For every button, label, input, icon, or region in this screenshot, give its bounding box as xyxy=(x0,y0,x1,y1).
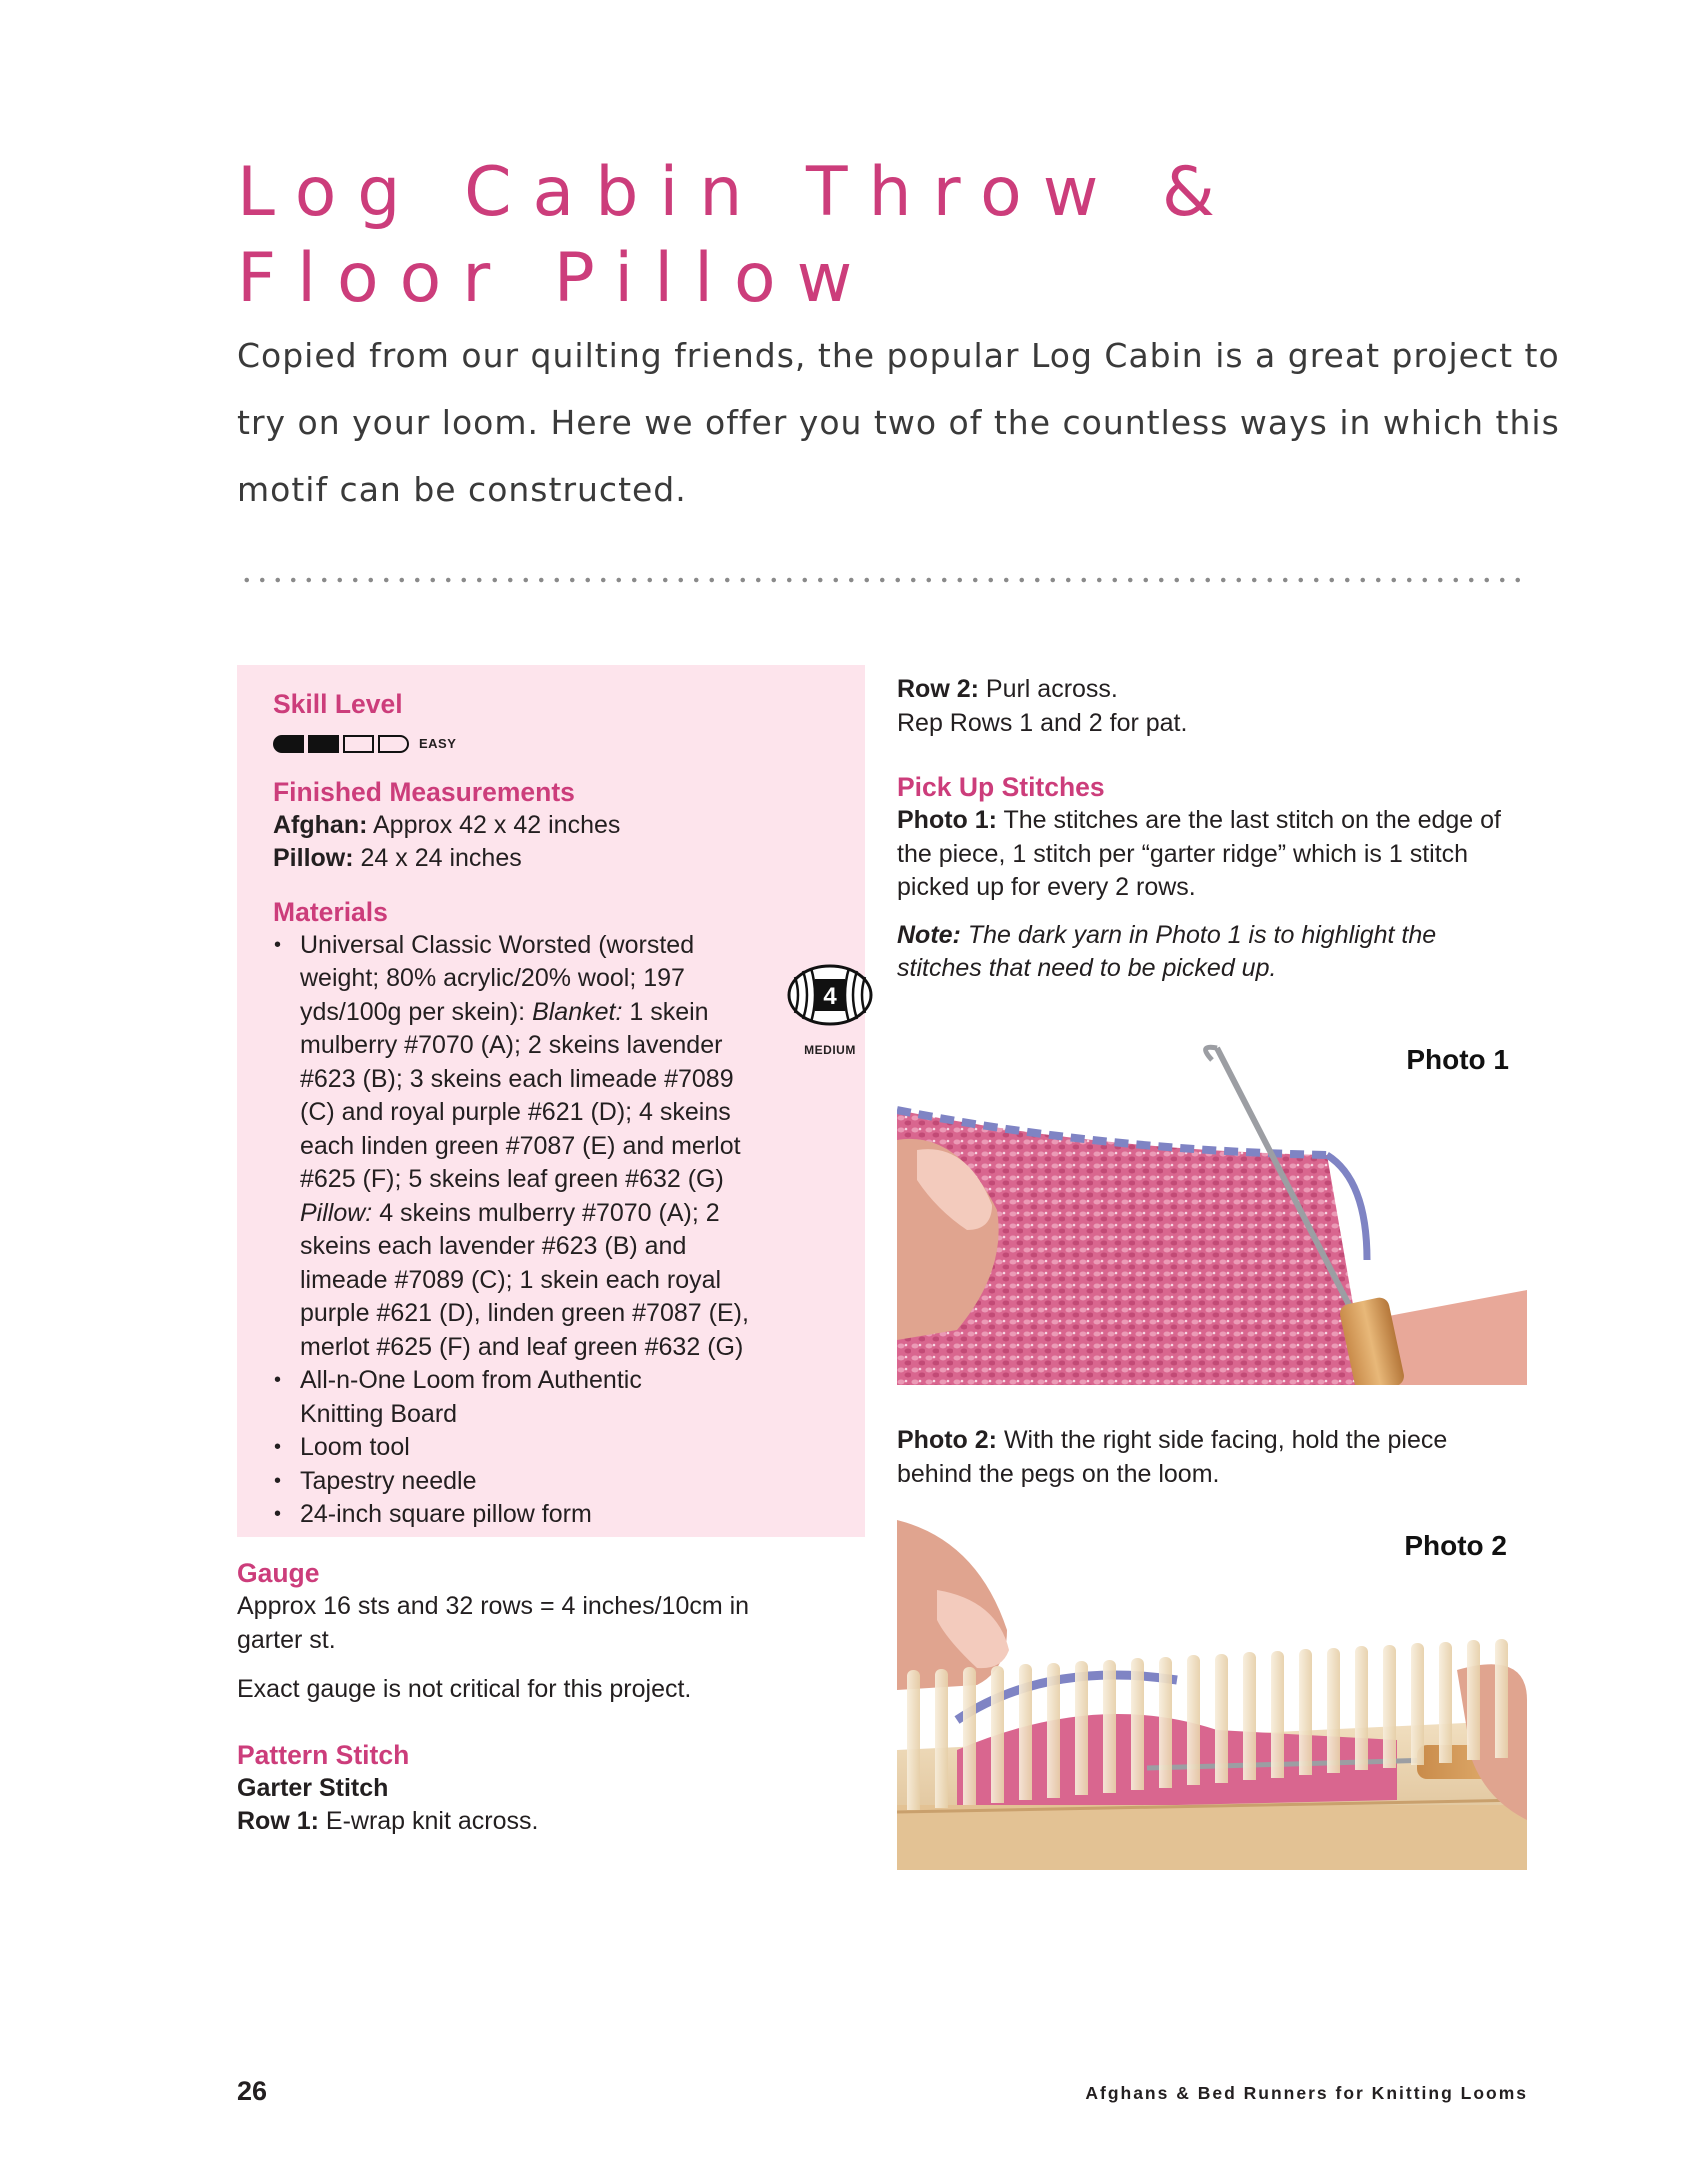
pattern-heading: Pattern Stitch xyxy=(237,1739,410,1770)
gauge-heading: Gauge xyxy=(237,1558,320,1588)
loom-peg xyxy=(991,1666,1004,1803)
list-item xyxy=(273,1465,853,1499)
loom-peg xyxy=(1383,1645,1396,1768)
yarn-skein-icon xyxy=(787,963,873,1027)
gauge-text: Approx 16 sts and 32 rows = 4 inches/10cm in garter st. xyxy=(237,1592,750,1654)
left-panel-content xyxy=(273,687,856,1532)
loom-peg xyxy=(907,1670,920,1810)
pillow-measurement xyxy=(273,842,853,876)
material-loom: All-n-One Loom from Authentic Knitting Board xyxy=(300,1366,642,1428)
material-pillow-form: 24-inch square pillow form xyxy=(300,1500,592,1528)
afghan-measurement xyxy=(273,809,853,843)
loom-peg xyxy=(1187,1655,1200,1785)
afghan-label: Afghan: xyxy=(273,810,368,839)
row1-label: Row 1: xyxy=(237,1807,319,1835)
photo2-caption-text: With the right side facing, hold the piece behind the pegs on the loom. xyxy=(897,1426,1448,1488)
yarn-text-1: Universal Classic Worsted (worsted weight; 80% acrylic/20% wool; 197 yds/100g per skein): xyxy=(300,930,695,1026)
skill-segment xyxy=(343,735,374,753)
loom-peg xyxy=(1019,1664,1032,1800)
page-title xyxy=(237,150,1537,322)
materials-heading: Materials xyxy=(273,896,388,927)
loom-peg xyxy=(1215,1654,1228,1783)
loom-peg xyxy=(1411,1643,1424,1765)
dotted-divider xyxy=(239,577,1531,583)
skill-segment xyxy=(273,735,304,753)
loom-peg xyxy=(1355,1646,1368,1770)
yarn-weight-symbol xyxy=(787,963,873,1067)
loom-peg xyxy=(1131,1658,1144,1790)
yarn-weight-number: 4 xyxy=(823,983,837,1010)
skill-label: EASY xyxy=(419,736,457,751)
photo-1-label: Photo 1 xyxy=(1406,1044,1509,1075)
yarn-text-3: 4 skeins mulberry #7070 (A); 2 skeins each lavender #623 (B) and limeade #7089 (C); 1 skein each royal purple #621 (D), linden green #7087 (E), merlot #625 (F) and leaf green #632 (G) xyxy=(300,1198,749,1361)
loom-peg xyxy=(1075,1661,1088,1795)
gauge-note: Exact gauge is not critical for this project. xyxy=(237,1675,692,1703)
yarn-weight-label: MEDIUM xyxy=(804,1042,856,1057)
loom-peg xyxy=(1271,1651,1284,1778)
blanket-label: Blanket: xyxy=(532,997,623,1026)
book-title: Afghans & Bed Runners for Knitting Looms xyxy=(1085,2083,1528,2103)
pattern-repeat: Rep Rows 1 and 2 for pat. xyxy=(897,708,1188,737)
loom-peg xyxy=(1159,1657,1172,1788)
loom-peg xyxy=(1243,1652,1256,1780)
list-item xyxy=(273,1364,853,1431)
material-needle: Tapestry needle xyxy=(300,1466,477,1495)
pattern-subheading: Garter Stitch xyxy=(237,1773,389,1802)
photo2-caption-label: Photo 2: xyxy=(897,1426,997,1454)
photo1-caption-text: The stitches are the last stitch on the edge of the piece, 1 stitch per “garter ridge” which is 1 stitch picked up for every 2 rows. xyxy=(897,806,1502,901)
afghan-value: Approx 42 x 42 inches xyxy=(373,810,621,839)
loom-peg xyxy=(963,1667,976,1805)
photo-2-label: Photo 2 xyxy=(1404,1530,1507,1561)
row2-label: Row 2: xyxy=(897,675,979,703)
yarn-text-2: 1 skein mulberry #7070 (A); 2 skeins lavender #623 (B); 3 skeins each limeade #7089 (C) and royal purple #621 (D); 4 skeins each linden green #7087 (E) and merlot #625 (F); 5 skeins leaf green #632 (G) xyxy=(300,997,741,1193)
pillow-value: 24 x 24 inches xyxy=(360,844,522,872)
row2-text: Purl across. xyxy=(978,675,1118,703)
loom-peg xyxy=(1103,1660,1116,1793)
list-item xyxy=(273,929,853,1365)
skill-segment xyxy=(378,735,409,753)
pattern-row-1 xyxy=(237,1805,837,1839)
skill-heading: Skill Level xyxy=(273,689,403,719)
title-line-1: Log Cabin Throw & xyxy=(237,153,1236,232)
right-column-content xyxy=(897,673,1517,986)
pickup-note xyxy=(897,919,1517,986)
loom-peg xyxy=(1327,1648,1340,1773)
photo-1-image xyxy=(897,1030,1527,1385)
note-text: The dark yarn in Photo 1 is to highlight the stitches that need to be picked up. xyxy=(897,920,1437,982)
skill-level-meter xyxy=(273,727,853,761)
note-label: Note: xyxy=(897,920,961,949)
measurements-heading: Finished Measurements xyxy=(273,776,575,807)
pickup-heading: Pick Up Stitches xyxy=(897,772,1105,802)
title-line-2: Floor Pillow xyxy=(237,239,874,318)
pattern-row-2 xyxy=(897,673,1517,707)
list-item xyxy=(273,1498,853,1532)
list-item xyxy=(273,1431,853,1465)
photo-2 xyxy=(897,1520,1527,1870)
material-tool: Loom tool xyxy=(300,1433,410,1461)
loom-peg xyxy=(1495,1639,1508,1758)
left-lower-content xyxy=(237,1556,837,1839)
loom-peg xyxy=(1047,1663,1060,1798)
row1-text: E-wrap knit across. xyxy=(318,1807,539,1835)
page-number: 26 xyxy=(237,2076,268,2106)
photo2-caption xyxy=(897,1424,1517,1491)
pillow-label: Pillow: xyxy=(273,844,354,872)
photo1-caption-label: Photo 1: xyxy=(897,806,997,834)
loom-peg xyxy=(1439,1642,1452,1763)
photo1-caption xyxy=(897,804,1517,905)
skill-segment xyxy=(308,735,339,753)
photo-1 xyxy=(897,1030,1527,1385)
loom-peg xyxy=(935,1669,948,1808)
pillow-yarn-label: Pillow: xyxy=(300,1198,373,1227)
materials-list xyxy=(273,929,853,1532)
loom-peg xyxy=(1299,1649,1312,1775)
intro-paragraph: Copied from our quilting friends, the popular Log Cabin is a great project to try on your loom. Here we offer you two of the countless ways in which this motif can be constructed. xyxy=(237,336,1560,509)
loom-peg xyxy=(1467,1640,1480,1760)
